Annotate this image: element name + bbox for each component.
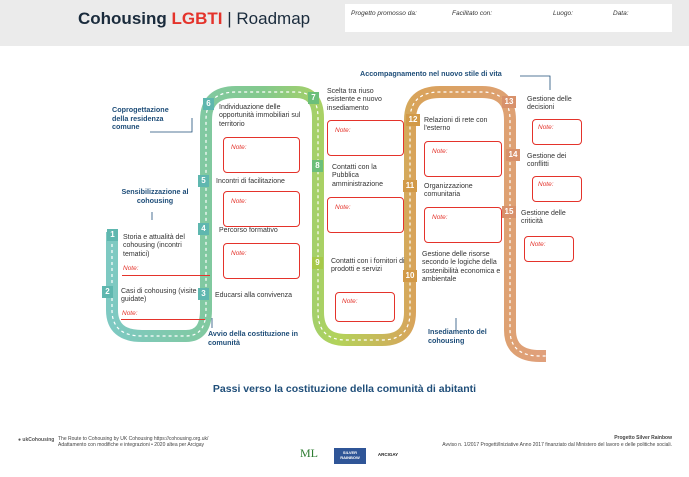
step-5-label: Incontri di facilitazione	[216, 178, 285, 185]
note-line[interactable]	[122, 275, 210, 276]
note-box[interactable]: Note:	[223, 191, 300, 227]
footer-funding: Avviso n. 1/2017 Progetti/Iniziative Anno 2017 finanziato dal Ministero del lavoro e delle politiche sociali.	[442, 442, 672, 448]
step-13-label: Gestione delle decisioni	[527, 96, 572, 112]
note-box[interactable]: Note:	[532, 176, 582, 202]
step-2-label: Casi di cohousing (visite guidate)	[121, 288, 197, 304]
step-6-label: Individuazione delle opportunità immobiliari sul territorio	[219, 104, 301, 128]
note-box[interactable]: Note:	[335, 292, 395, 322]
note-box[interactable]: Note:	[424, 207, 502, 243]
step-15-label: Gestione delle criticità	[521, 210, 566, 226]
field-promoted-by: Progetto promosso da:	[351, 10, 417, 17]
step-badge: 10	[403, 270, 417, 282]
footer-project: Progetto Silver Rainbow	[614, 435, 672, 441]
roadmap-subtitle: Passi verso la costituzione della comunità di abitanti	[212, 383, 477, 395]
step-7-label: Scelta tra riuso esistente e nuovo insediamento	[327, 88, 382, 112]
step-badge: 14	[506, 149, 520, 161]
heading-accompagnamento: Accompagnamento nel nuovo stile di vita	[360, 69, 502, 78]
note-line[interactable]	[121, 319, 205, 320]
field-facilitated-with: Facilitato con:	[452, 10, 493, 17]
heading-avvio: Avvio della costituzione in comunità	[208, 329, 298, 347]
note-label: Note:	[122, 310, 138, 317]
heading-coprogettazione: Coprogettazione della residenza comune	[112, 105, 169, 131]
step-badge: 1	[107, 229, 118, 241]
note-box[interactable]: Note:	[327, 120, 404, 156]
note-box[interactable]: Note:	[424, 141, 502, 177]
field-place: Luogo:	[553, 10, 573, 17]
step-3-label: Educarsi alla convivenza	[215, 292, 293, 299]
step-8-label: Contatti con la Pubblica amministrazione	[332, 164, 383, 188]
step-badge: 5	[198, 175, 209, 187]
step-badge: 15	[502, 206, 516, 218]
heading-sensibilizzazione: Sensibilizzazione al cohousing	[121, 187, 189, 205]
step-badge: 9	[312, 257, 323, 269]
step-badge: 13	[502, 96, 516, 108]
footer-credit: The Route to Cohousing by UK Cohousing https://cohousing.org.uk/ Adattamento con modifiche e integrazioni • 2020 altea per Arcigay	[58, 436, 209, 448]
note-label: Note:	[123, 265, 139, 272]
heading-insediamento: Insediamento del cohousing	[428, 327, 487, 345]
step-4-label: Percorso formativo	[219, 227, 278, 234]
arcigay-logo: ARCIGAY	[377, 452, 399, 457]
step-badge: 3	[198, 288, 209, 300]
step-14-label: Gestione dei conflitti	[527, 153, 567, 169]
silver-rainbow-logo: SILVER RAINBOW	[334, 448, 366, 464]
step-10-label: Gestione delle risorse secondo le logiche della sostenibilità economica e ambientale	[422, 251, 501, 283]
step-badge: 11	[403, 180, 417, 192]
note-box[interactable]: Note:	[524, 236, 574, 262]
note-box[interactable]: Note:	[223, 137, 300, 173]
step-badge: 8	[312, 160, 323, 172]
step-1-label: Storia e attualità del cohousing (incontri tematici)	[123, 234, 185, 258]
step-12-label: Relazioni di rete con l'esterno	[424, 117, 488, 133]
note-box[interactable]: Note:	[223, 243, 300, 279]
step-badge: 12	[406, 114, 420, 126]
step-11-label: Organizzazione comunitaria	[424, 183, 473, 199]
note-box[interactable]: Note:	[532, 119, 582, 145]
step-badge: 2	[102, 286, 113, 298]
step-badge: 4	[198, 223, 209, 235]
step-9-label: Contatti con i fornitori di prodotti e servizi	[331, 258, 405, 274]
step-badge: 6	[203, 98, 214, 110]
page-title: Cohousing LGBTI | Roadmap	[78, 9, 311, 28]
ministry-logo: ML	[300, 446, 318, 460]
field-date: Data:	[613, 10, 629, 17]
step-badge: 7	[308, 92, 319, 104]
note-box[interactable]: Note:	[327, 197, 404, 233]
ukcohousing-logo: ● ukCohousing	[18, 437, 55, 443]
